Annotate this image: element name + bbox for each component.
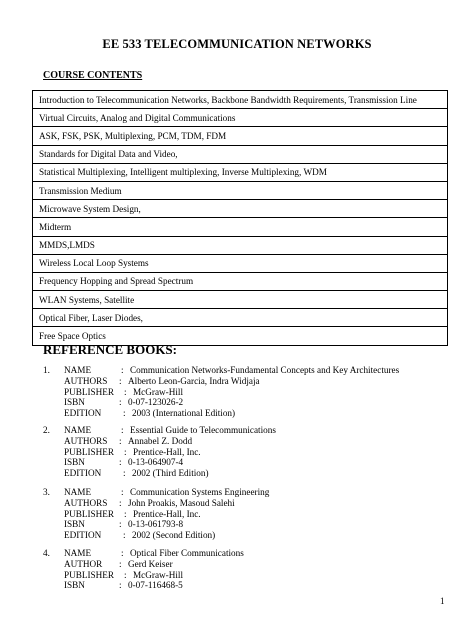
reference-colon: :: [119, 375, 122, 386]
reference-field-label: PUBLISHER: [64, 508, 115, 519]
contents-row: [33, 200, 448, 218]
reference-field-value: Gerd Keiser: [128, 558, 173, 569]
contents-cell: Transmission Medium: [33, 181, 448, 199]
contents-cell: WLAN Systems, Satellite: [33, 291, 448, 309]
document-title: EE 533 TELECOMMUNICATION NETWORKS: [102, 37, 372, 51]
reference-field-value: 2003 (International Edition): [132, 408, 236, 419]
reference-line: [43, 387, 443, 398]
reference-field-value: Prentice-Hall, Inc.: [133, 508, 201, 519]
reference-colon: :: [124, 569, 127, 580]
reference-colon: :: [123, 530, 126, 541]
contents-row: [33, 236, 448, 254]
course-contents-body: [33, 91, 448, 346]
reference-field-value: McGraw-Hill: [133, 386, 184, 397]
reference-colon: :: [121, 425, 124, 435]
reference-entry: [43, 425, 443, 479]
reference-entry: [43, 548, 443, 591]
reference-field-value: 0-13-064907-4: [128, 457, 184, 468]
contents-cell: Virtual Circuits, Analog and Digital Communications: [33, 109, 448, 127]
reference-field-label: NAME: [64, 425, 92, 435]
reference-line: [43, 548, 443, 559]
reference-line: [43, 436, 443, 447]
reference-entry: [43, 487, 443, 541]
reference-colon: :: [119, 457, 122, 468]
reference-field-value: Prentice-Hall, Inc.: [133, 446, 201, 457]
contents-row: [33, 163, 448, 181]
reference-field-label: AUTHOR: [64, 558, 103, 569]
reference-field-label: PUBLISHER: [64, 446, 115, 457]
reference-field-value: Essential Guide to Telecommunications: [130, 425, 276, 435]
reference-colon: :: [119, 497, 122, 508]
reference-colon: :: [119, 435, 122, 446]
reference-number: 3.: [43, 487, 50, 497]
reference-field-label: EDITION: [64, 408, 102, 419]
reference-line: [43, 457, 443, 468]
reference-field-label: PUBLISHER: [64, 569, 115, 580]
contents-cell: Midterm: [33, 218, 448, 236]
reference-books-heading: REFERENCE BOOKS:: [43, 342, 177, 357]
contents-row: [33, 181, 448, 199]
course-contents-heading: COURSE CONTENTS: [43, 70, 143, 81]
contents-row: [33, 309, 448, 327]
contents-row: [33, 291, 448, 309]
reference-field-label: ISBN: [64, 519, 85, 530]
contents-cell: Introduction to Telecommunication Networks, Backbone Bandwidth Requirements, Transmission Line: [33, 91, 448, 109]
page-number: 1: [440, 596, 445, 606]
reference-field-value: John Proakis, Masoud Salehi: [128, 497, 235, 508]
reference-colon: :: [119, 580, 122, 591]
reference-field-label: NAME: [64, 548, 92, 558]
reference-field-value: Communication Networks-Fundamental Concepts and Key Architectures: [130, 365, 400, 375]
reference-field-label: ISBN: [64, 580, 85, 591]
contents-row: [33, 145, 448, 163]
reference-line: [43, 425, 443, 436]
reference-line: [43, 580, 443, 591]
reference-colon: :: [124, 386, 127, 397]
reference-entry: [43, 365, 443, 419]
contents-row: [33, 254, 448, 272]
reference-line: [43, 408, 443, 419]
reference-field-label: NAME: [64, 487, 92, 497]
reference-line: [43, 498, 443, 509]
contents-cell: Standards for Digital Data and Video,: [33, 145, 448, 163]
reference-colon: :: [124, 446, 127, 457]
reference-field-value: Optical Fiber Communications: [130, 548, 244, 558]
contents-cell: Microwave System Design,: [33, 200, 448, 218]
contents-cell: Wireless Local Loop Systems: [33, 254, 448, 272]
reference-line: [43, 397, 443, 408]
reference-field-label: AUTHORS: [64, 497, 108, 508]
reference-line: [43, 559, 443, 570]
reference-line: [43, 376, 443, 387]
contents-cell: Frequency Hopping and Spread Spectrum: [33, 272, 448, 290]
reference-colon: :: [119, 558, 122, 569]
reference-line: [43, 447, 443, 458]
reference-field-value: Annabel Z. Dodd: [128, 435, 193, 446]
reference-line: [43, 468, 443, 479]
contents-row: [33, 272, 448, 290]
reference-number: 4.: [43, 548, 50, 558]
reference-colon: :: [124, 508, 127, 519]
reference-colon: :: [121, 548, 124, 558]
reference-colon: :: [119, 397, 122, 408]
reference-colon: :: [121, 365, 124, 375]
reference-line: [43, 509, 443, 520]
reference-field-value: 0-07-123026-2: [128, 397, 184, 408]
contents-cell: MMDS,LMDS: [33, 236, 448, 254]
course-contents-table: [32, 90, 448, 346]
reference-field-label: PUBLISHER: [64, 386, 115, 397]
reference-field-label: EDITION: [64, 468, 102, 479]
contents-cell: ASK, FSK, PSK, Multiplexing, PCM, TDM, FDM: [33, 127, 448, 145]
reference-field-value: Communication Systems Engineering: [130, 487, 270, 497]
reference-line: [43, 570, 443, 581]
contents-row: [33, 109, 448, 127]
reference-line: [43, 365, 443, 376]
reference-line: [43, 487, 443, 498]
reference-colon: :: [123, 468, 126, 479]
reference-field-label: EDITION: [64, 530, 102, 541]
reference-colon: :: [123, 408, 126, 419]
reference-field-value: Alberto Leon-Garcia, Indra Widjaja: [128, 375, 260, 386]
reference-field-value: 0-07-116468-5: [128, 580, 183, 591]
reference-field-label: AUTHORS: [64, 375, 108, 386]
contents-row: [33, 127, 448, 145]
contents-row: [33, 218, 448, 236]
reference-number: 1.: [43, 365, 50, 375]
reference-field-value: 2002 (Third Edition): [132, 468, 209, 479]
reference-field-value: McGraw-Hill: [133, 569, 184, 580]
reference-colon: :: [119, 519, 122, 530]
contents-cell: Statistical Multiplexing, Intelligent multiplexing, Inverse Multiplexing, WDM: [33, 163, 448, 181]
reference-number: 2.: [43, 425, 50, 435]
contents-cell: Free Space Optics: [33, 327, 448, 345]
reference-field-value: 0-13-061793-8: [128, 519, 184, 530]
reference-field-label: AUTHORS: [64, 435, 108, 446]
reference-field-label: ISBN: [64, 397, 85, 408]
reference-line: [43, 519, 443, 530]
reference-field-label: ISBN: [64, 457, 85, 468]
contents-cell: Optical Fiber, Laser Diodes,: [33, 309, 448, 327]
reference-field-label: NAME: [64, 365, 92, 375]
reference-line: [43, 530, 443, 541]
reference-field-value: 2002 (Second Edition): [132, 530, 216, 541]
contents-row: [33, 91, 448, 109]
reference-colon: :: [121, 487, 124, 497]
